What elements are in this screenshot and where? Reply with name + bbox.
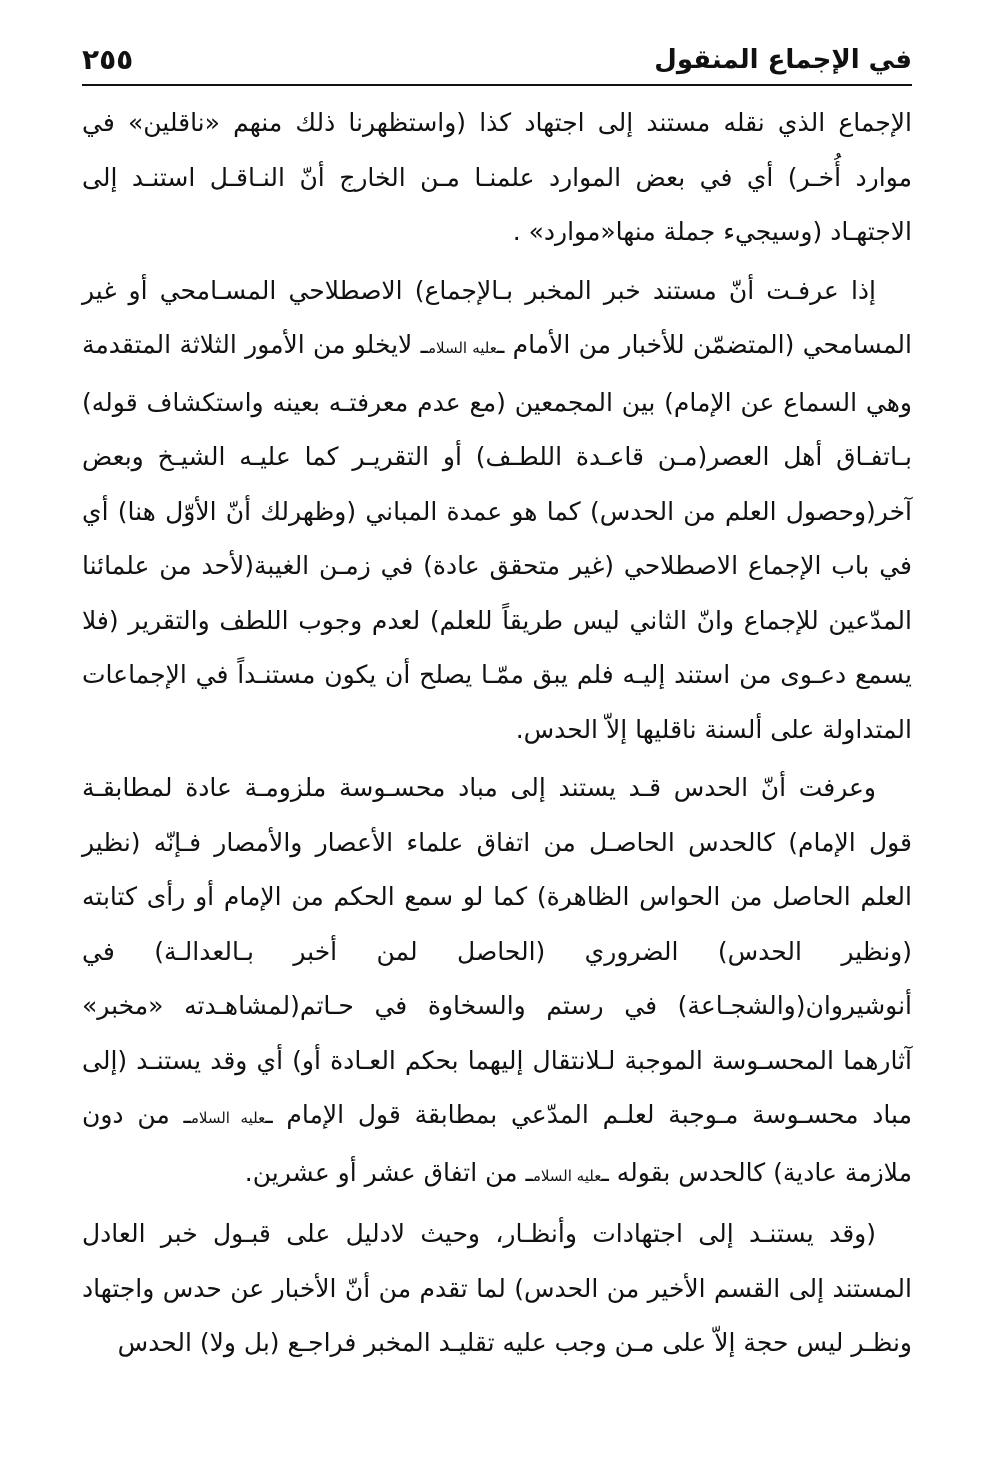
body-text xyxy=(82,96,912,1371)
document-page xyxy=(82,36,912,1436)
honorific-note: عليه السلام xyxy=(190,1109,266,1127)
paragraph-2 xyxy=(82,264,912,758)
paragraph-3-text-c: ـ من اتفاق عشر أو عشرين. xyxy=(244,1157,533,1187)
page-number: ٢٥٥ xyxy=(82,43,134,76)
paragraph-4: (وقد يستنـد إلى اجتهادات وأنظـار، وحيث لادليل على قبـول خبر العادل المستند إلى القسم الأخير من الحدس) لما تقدم من أنّ الأخبار عن حدس واجتهاد ونظـر ليس حجة إلاّ على مـن وجب عليه تقليـد المخبر فراجـع (بل ولا) الحدس xyxy=(82,1219,912,1357)
honorific-note: عليه السلام xyxy=(427,339,497,357)
paragraph-3-text-a: وعرفت أنّ الحدس قـد يستند إلى مباد محسـوسة ملزومـة عادة لمطابقـة قول الإمام) كالحدس الحاصـل من اتفاق علماء الأعصار والأمصار فـإنّه (نظير العلم الحاصل من الحواس الظاهرة) كما لو سمع الحكم من الإمام أو رأى كتابته (ونظير الحدس) الضروري (الحاصل لمن أخبر بـالعدالـة) في أنوشيروان(والشجـاعة) في رستم والسخاوة في حـاتم(لمشاهـدته «مخبر» آثارهما المحسـوسة الموجبة لـلانتقال إليهما بحكم العـادة أو) أي وقد يستنـد (إلى مباد محسـوسة مـوجبة لعلـم المدّعي بمطابقة قول الإمام ـ xyxy=(82,773,912,1129)
paragraph-3 xyxy=(82,761,912,1203)
paragraph-2-text-a: إذا عرفـت أنّ مستند خبر المخبر بـالإجماع) الاصطلاحي المسـامحي أو غير المسامحي (المتضمّن للأخبار من الأمام ـ xyxy=(82,275,912,359)
paragraph-3-text-b: ـ من دون ملازمة عادية) كالحدس بقوله ـ xyxy=(82,1100,912,1187)
honorific-note: عليه السلام xyxy=(532,1166,602,1185)
page-header xyxy=(82,36,912,86)
paragraph-2-text-b: ـ لايخلو من الأمور الثلاثة المتقدمة وهي السماع عن الإمام) بين المجمعين (مع عدم معرفتـه بعينه واستكشاف قوله) بـاتفـاق أهل العصر(مـن قاعـدة اللطـف) أو التقريـر كما عليـه الشيـخ وبعض آخر(وحصول العلم من الحدس) كما هو عمدة المباني (وظهرلك أنّ الأوّل هنا) أي في باب الإجماع الاصطلاحي (غير متحقق عادة) في زمـن الغيبة(لأحد من علمائنا المدّعين للإجماع وانّ الثاني ليس طريقاً للعلم) لعدم وجوب اللطف والتقرير (فلا يسمع دعـوى من استند إليـه فلم يبق ممّـا يصلح أن يكون مستنـداً في الإجماعات المتداولة على ألسنة ناقليها إلاّ الحدس. xyxy=(82,330,912,744)
running-title: في الإجماع المنقول xyxy=(654,45,912,75)
paragraph-1: الإجماع الذي نقله مستند إلى اجتهاد كذا (واستظهرنا ذلك منهم «ناقلين» في موارد أُخـر) أي في بعض الموارد علمنـا مـن الخارج أنّ النـاقـل استنـد إلى الاجتهـاد (وسيجيء جملة منها«موارد» . xyxy=(82,108,912,246)
